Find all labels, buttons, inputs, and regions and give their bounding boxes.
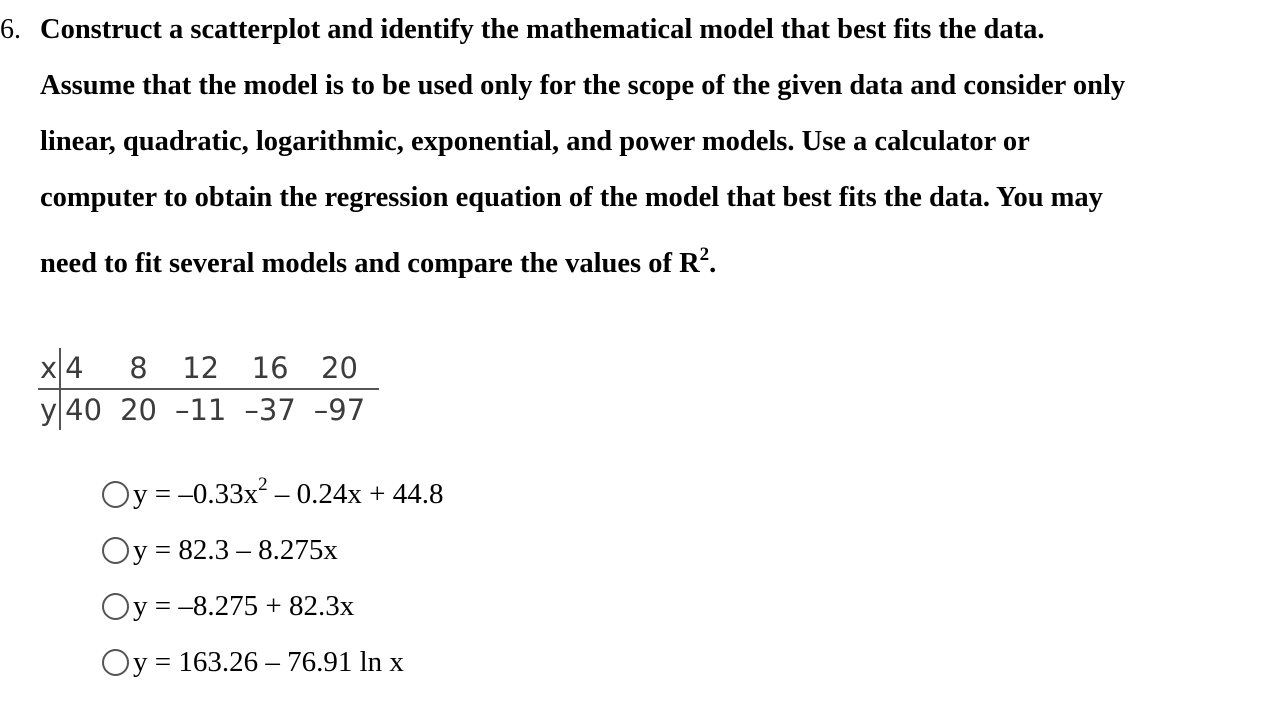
radio-button-icon[interactable] <box>102 649 129 676</box>
radio-button-icon[interactable] <box>102 593 129 620</box>
choice-option-a[interactable] <box>102 474 443 514</box>
question-line-5 <box>40 244 716 284</box>
y-label: y <box>38 389 60 430</box>
question-line-5-text: need to fit several models and compare the values of R <box>40 248 700 279</box>
r-squared-superscript: 2 <box>699 243 710 265</box>
question-number: 6. <box>0 14 21 45</box>
x-value: 12 <box>171 348 240 389</box>
table-row-x <box>38 348 379 389</box>
choice-option-b[interactable] <box>102 530 338 570</box>
x-label: x <box>38 348 60 389</box>
table-row-y <box>38 389 379 430</box>
x-value: 16 <box>240 348 309 389</box>
radio-button-icon[interactable] <box>102 481 129 508</box>
y-value: –37 <box>244 393 296 427</box>
question-line-2: Assume that the model is to be used only for the scope of the given data and consider only <box>40 70 1126 101</box>
y-value: –11 <box>174 393 227 427</box>
y-value: 40 <box>65 393 103 427</box>
final-period: . <box>709 248 717 279</box>
x-value: 8 <box>116 348 171 389</box>
choice-option-d[interactable] <box>102 642 404 682</box>
choice-text: y = 82.3 – 8.275x <box>133 533 338 566</box>
choice-text-main: y = –0.33x <box>133 477 259 510</box>
x-value: 4 <box>60 348 116 389</box>
choice-text: y = –8.275 + 82.3x <box>133 589 355 622</box>
y-value: 20 <box>120 393 157 427</box>
choice-text-tail: – 0.24x + 44.8 <box>267 477 444 510</box>
choice-option-c[interactable] <box>102 586 354 626</box>
radio-button-icon[interactable] <box>102 537 129 564</box>
question-line-3: linear, quadratic, logarithmic, exponential, and power models. Use a calculator or <box>40 126 1030 157</box>
question-line-1: Construct a scatterplot and identify the mathematical model that best fits the data. <box>40 14 1045 45</box>
x-value: 20 <box>310 348 379 389</box>
choice-text: y = 163.26 – 76.91 ln x <box>133 645 404 678</box>
y-value: –97 <box>313 393 366 427</box>
data-table <box>38 348 379 430</box>
choice-superscript: 2 <box>258 473 268 495</box>
question-line-4: computer to obtain the regression equation of the model that best fits the data. You may <box>40 182 1103 213</box>
choice-text <box>133 473 444 511</box>
